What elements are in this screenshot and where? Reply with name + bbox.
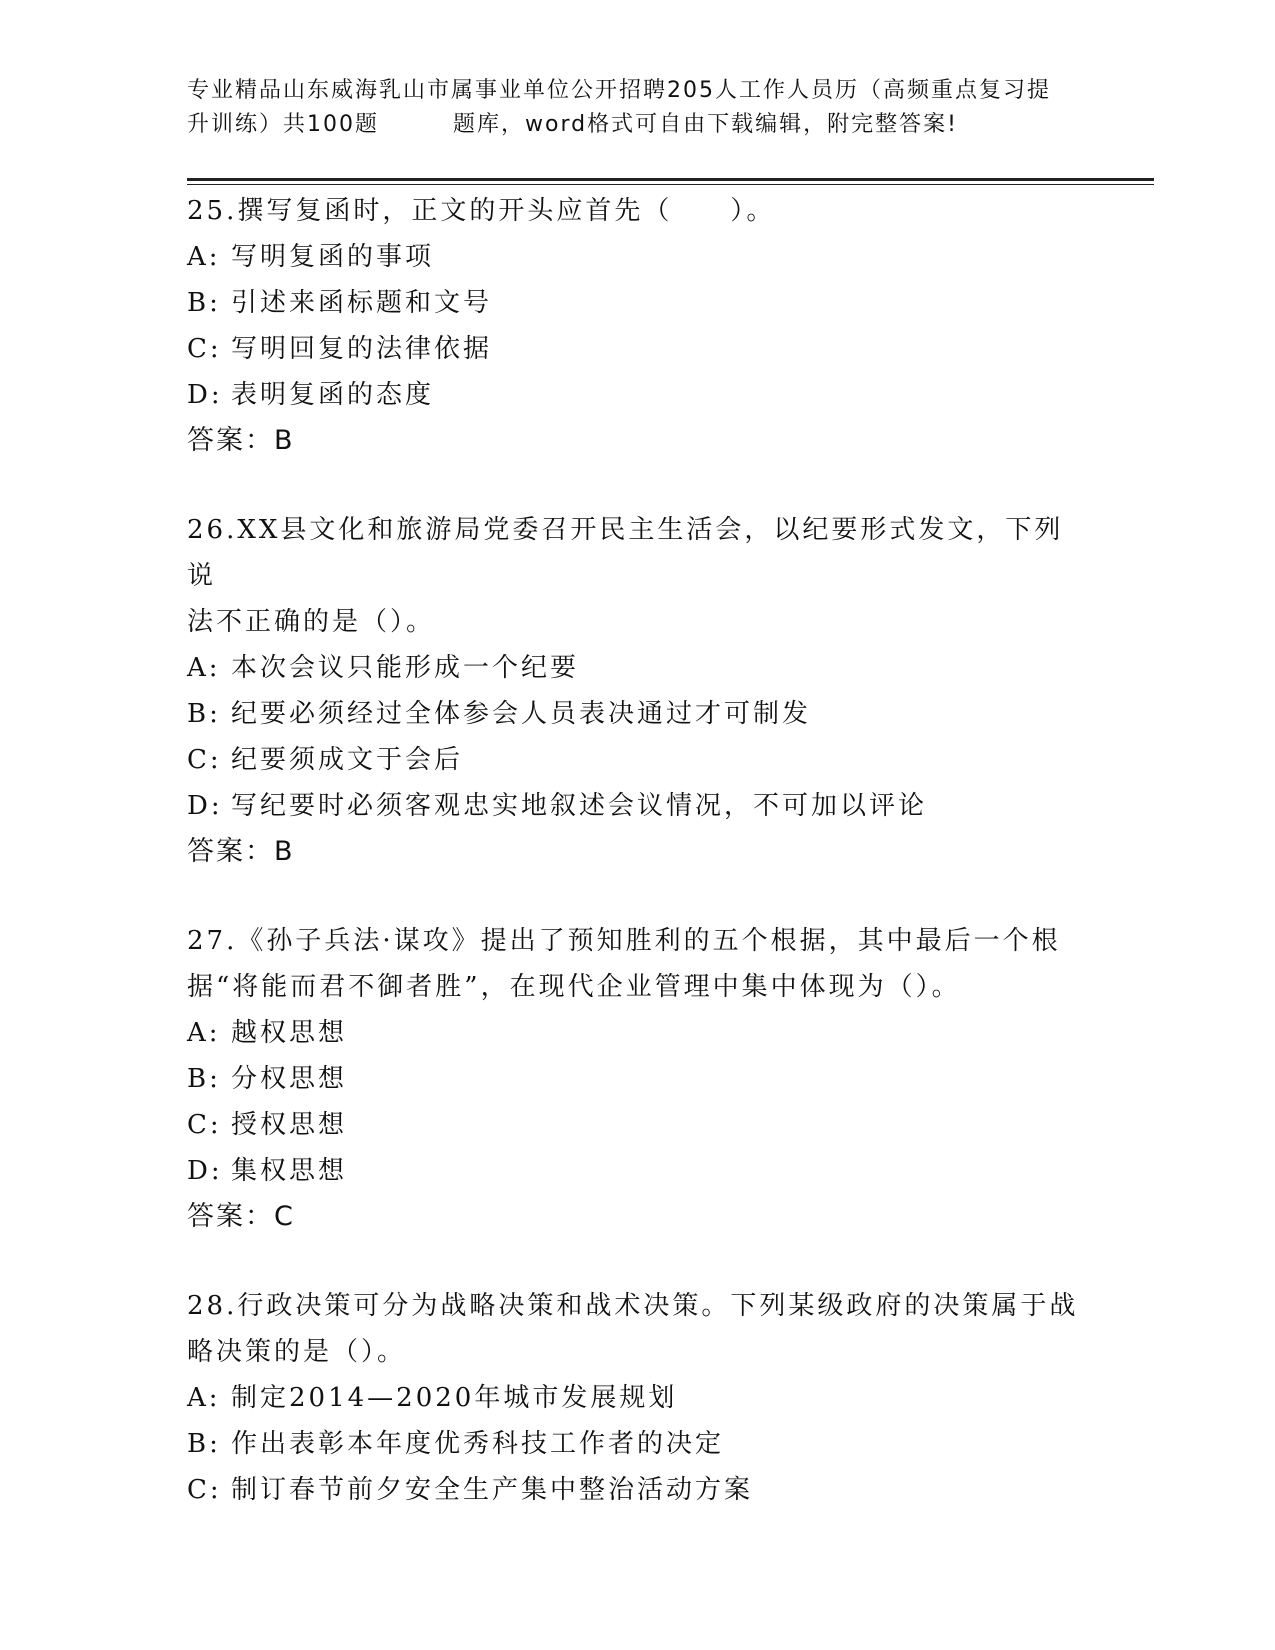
option-letter: C: — [187, 1110, 222, 1140]
option-text: 越权思想 — [231, 1018, 348, 1048]
header-line-1: 专业精品山东威海乳山市属事业单位公开招聘205人工作人员历（高频重点复习提 — [187, 78, 1051, 103]
option-text: 表明复函的态度 — [231, 380, 435, 410]
question-list — [187, 188, 1087, 1513]
option-text: 授权思想 — [231, 1110, 348, 1140]
answer-option — [187, 234, 1087, 280]
option-letter: C: — [187, 745, 222, 775]
answer-option — [187, 691, 1087, 737]
question-block — [187, 918, 1087, 1240]
answer-option — [187, 1056, 1087, 1102]
question-stem-line: 25.撰写复函时，正文的开头应首先（ ）。 — [187, 196, 776, 226]
option-letter: B: — [187, 699, 221, 729]
header-line-2 — [187, 108, 1087, 142]
answer-key: 答案：C — [187, 1201, 295, 1232]
answer-option — [187, 737, 1087, 783]
option-text: 集权思想 — [231, 1156, 348, 1186]
answer-option — [187, 1148, 1087, 1194]
question-stem-line: 据“将能而君不御者胜”，在现代企业管理中集中体现为（）。 — [187, 972, 961, 1002]
answer-option — [187, 645, 1087, 691]
question-stem-line: 27.《孙子兵法·谋攻》提出了预知胜利的五个根据，其中最后一个根 — [187, 926, 1061, 956]
answer-key: 答案：B — [187, 425, 295, 456]
question-stem-line: 略决策的是（）。 — [187, 1337, 407, 1367]
option-letter: D: — [187, 791, 223, 821]
option-text: 写明复函的事项 — [231, 242, 435, 272]
option-text: 作出表彰本年度优秀科技工作者的决定 — [231, 1429, 725, 1459]
answer-option — [187, 1375, 1087, 1421]
header-line-2-right: 题库，word格式可自由下载编辑，附完整答案! — [453, 112, 958, 137]
option-letter: A: — [187, 653, 221, 683]
question-stem-line: 26.XX县文化和旅游局党委召开民主生活会，以纪要形式发文，下列说 — [187, 515, 1064, 591]
question-block — [187, 507, 1087, 875]
option-letter: C: — [187, 1475, 222, 1505]
option-text: 纪要必须经过全体参会人员表决通过才可制发 — [231, 699, 812, 729]
answer-option — [187, 1467, 1087, 1513]
document-header — [187, 74, 1087, 142]
header-gap — [379, 108, 453, 142]
answer-option — [187, 1010, 1087, 1056]
option-text: 纪要须成文于会后 — [231, 745, 464, 775]
option-letter: A: — [187, 242, 221, 272]
option-text: 引述来函标题和文号 — [231, 288, 493, 318]
header-rule-thin — [187, 184, 1154, 185]
option-letter: A: — [187, 1018, 221, 1048]
question-block — [187, 188, 1087, 464]
option-text: 写明回复的法律依据 — [231, 334, 493, 364]
question-stem-line: 28.行政决策可分为战略决策和战术决策。下列某级政府的决策属于战 — [187, 1291, 1079, 1321]
question-stem-line: 法不正确的是（）。 — [187, 607, 436, 637]
answer-option — [187, 1102, 1087, 1148]
question-spacer — [187, 1240, 1087, 1283]
answer-option — [187, 280, 1087, 326]
answer-option — [187, 783, 1087, 829]
option-letter: C: — [187, 334, 222, 364]
option-text: 本次会议只能形成一个纪要 — [231, 653, 580, 683]
option-text: 制订春节前夕安全生产集中整治活动方案 — [231, 1475, 754, 1505]
answer-key: 答案：B — [187, 836, 295, 867]
option-text: 分权思想 — [231, 1064, 348, 1094]
option-letter: D: — [187, 1156, 223, 1186]
question-spacer — [187, 875, 1087, 918]
header-rule-thick — [187, 178, 1154, 181]
option-letter: B: — [187, 1429, 221, 1459]
option-text: 制定2014—2020年城市发展规划 — [231, 1383, 678, 1413]
option-letter: A: — [187, 1383, 221, 1413]
option-letter: B: — [187, 1064, 221, 1094]
question-spacer — [187, 464, 1087, 507]
option-letter: B: — [187, 288, 221, 318]
option-letter: D: — [187, 380, 223, 410]
question-block — [187, 1283, 1087, 1513]
header-line-2-left: 升训练）共100题 — [187, 112, 379, 137]
answer-option — [187, 372, 1087, 418]
option-text: 写纪要时必须客观忠实地叙述会议情况，不可加以评论 — [231, 791, 928, 821]
answer-option — [187, 326, 1087, 372]
answer-option — [187, 1421, 1087, 1467]
